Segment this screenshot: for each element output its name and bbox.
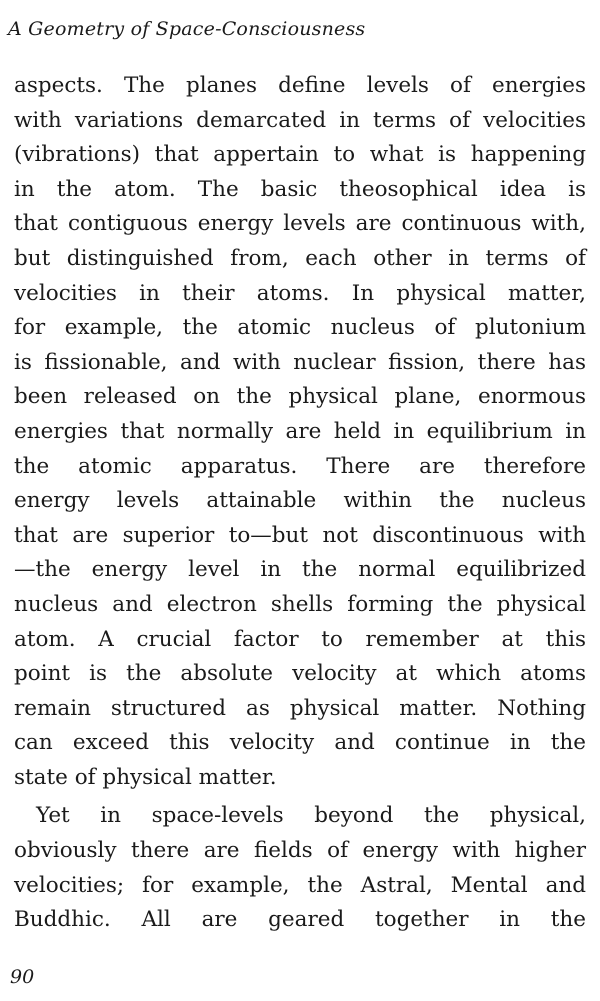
text-line: velocities in their atoms. In physical matter, <box>14 280 586 306</box>
text-line: that contiguous energy levels are continuous with, <box>14 211 586 237</box>
text-line: (vibrations) that appertain to what is happening <box>14 142 586 168</box>
text-line: remain structured as physical matter. Nothing <box>14 695 586 721</box>
running-head: A Geometry of Space-Consciousness <box>8 18 366 40</box>
text-line: obviously there are fields of energy with higher <box>14 838 586 864</box>
text-line: for example, the atomic nucleus of plutonium <box>14 315 586 341</box>
text-line: is fissionable, and with nuclear fission, there has <box>14 349 586 375</box>
text-line: but distinguished from, each other in terms of <box>14 245 586 271</box>
text-line: been released on the physical plane, enormous <box>14 384 586 410</box>
text-line: energies that normally are held in equilibrium in <box>14 418 586 444</box>
body-text <box>14 69 586 938</box>
text-line: point is the absolute velocity at which atoms <box>14 661 586 687</box>
text-line: energy levels attainable within the nucleus <box>14 488 586 514</box>
text-line: —the energy level in the normal equilibrized <box>14 557 586 583</box>
text-line: Yet in space-levels beyond the physical, <box>36 803 586 829</box>
text-line: that are superior to—but not discontinuous with <box>14 522 586 548</box>
text-line: atom. A crucial factor to remember at this <box>14 626 586 652</box>
page-number: 90 <box>10 966 35 988</box>
text-line: Buddhic. All are geared together in the <box>14 907 586 933</box>
text-line: nucleus and electron shells forming the physical <box>14 591 586 617</box>
text-line: can exceed this velocity and continue in the <box>14 730 586 756</box>
text-line: velocities; for example, the Astral, Mental and <box>14 872 586 898</box>
text-line: state of physical matter. <box>14 764 277 790</box>
text-line: in the atom. The basic theosophical idea is <box>14 176 586 202</box>
text-line: aspects. The planes define levels of energies <box>14 73 586 98</box>
text-line: with variations demarcated in terms of velocities <box>14 107 586 133</box>
text-line: the atomic apparatus. There are therefore <box>14 453 586 479</box>
